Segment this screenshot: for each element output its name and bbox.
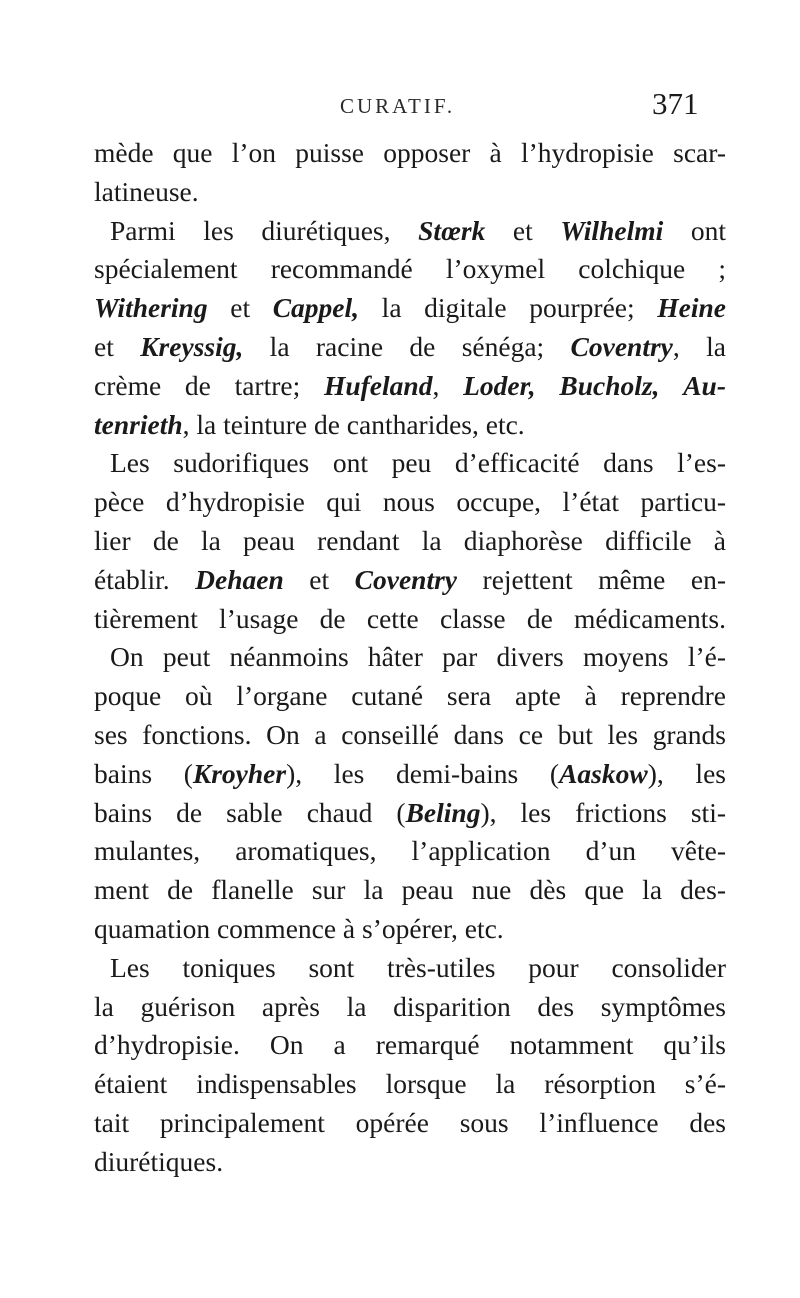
text-line <box>94 444 726 483</box>
italic-name: tenrieth <box>94 408 183 440</box>
text-line <box>94 638 726 677</box>
text-line <box>94 871 726 910</box>
text-line <box>94 755 726 794</box>
text-run: la racine de sénéga; <box>243 330 571 362</box>
text-line <box>94 561 726 600</box>
text-run: lier de la peau rendant la diaphorèse difficile à <box>94 524 726 556</box>
italic-name: Kroyher <box>192 757 287 789</box>
text-run: crème de tartre; <box>94 369 324 401</box>
text-run: ont <box>663 214 726 246</box>
text-line <box>94 173 726 212</box>
text-run: Les toniques sont très-utiles pour consolider <box>110 951 726 983</box>
text-line <box>94 1143 726 1182</box>
italic-name: Hufeland <box>323 369 433 401</box>
italic-name: Au- <box>683 369 727 401</box>
text-run: diurétiques. <box>94 1145 224 1177</box>
text-line <box>94 134 726 173</box>
italic-name: Heine <box>657 292 726 324</box>
text-run: mède que l’on puisse opposer à l’hydropisie scar- <box>94 137 726 168</box>
text-run: la digitale pourprée; <box>359 292 658 324</box>
text-run: bains ( <box>94 757 193 789</box>
text-line <box>94 250 726 289</box>
text-run: mulantes, aromatiques, l’application d’un vête- <box>94 835 726 867</box>
text-run: , la teinture de cantharides, etc. <box>182 408 525 440</box>
text-run: Les sudorifiques ont peu d’efficacité dans l’es- <box>110 447 726 479</box>
text-line <box>94 522 726 561</box>
text-run: la guérison après la disparition des symptômes <box>94 990 726 1022</box>
text-line <box>94 212 726 251</box>
text-run: ), les <box>647 757 726 789</box>
text-run: quamation commence à s’opérer, etc. <box>94 912 504 944</box>
text-line <box>94 1104 726 1143</box>
text-line <box>94 677 726 716</box>
text-run <box>659 370 683 401</box>
italic-name: Withering <box>94 292 208 324</box>
text-line <box>94 483 726 522</box>
italic-name: Kreyssig, <box>140 330 244 362</box>
text-line <box>94 367 726 406</box>
text-run: tait principalement opérée sous l’influence des <box>94 1106 726 1138</box>
text-run: pèce d’hydropisie qui nous occupe, l’état particu- <box>94 486 726 518</box>
text-run: et <box>485 214 561 246</box>
text-run: ), les demi-bains ( <box>286 757 560 789</box>
italic-name: Coventry <box>354 563 458 595</box>
running-head <box>0 86 800 122</box>
text-run: et <box>94 330 141 362</box>
text-line <box>94 949 726 988</box>
text-run: bains de sable chaud ( <box>94 796 406 828</box>
text-line <box>94 1065 726 1104</box>
text-run <box>536 370 560 401</box>
italic-name: Bucholz, <box>559 369 660 401</box>
text-line <box>94 794 726 833</box>
italic-name: Aaskow <box>559 757 648 789</box>
text-run: , <box>432 369 464 401</box>
text-line <box>94 600 726 639</box>
text-run: spécialement recommandé l’oxymel colchique ; <box>94 253 726 285</box>
text-run: rejettent même en- <box>457 563 726 595</box>
text-run: d’hydropisie. On a remarqué notamment qu’ils <box>94 1029 726 1061</box>
italic-name: Coventry <box>570 330 673 362</box>
italic-name: Wilhelmi <box>560 214 664 246</box>
text-run: , la <box>672 330 726 362</box>
text-run: Parmi les diurétiques, <box>110 214 419 246</box>
italic-name: Beling <box>405 796 481 828</box>
text-line <box>94 406 726 445</box>
text-run: latineuse. <box>94 175 199 207</box>
text-run: et <box>283 563 355 595</box>
text-line <box>94 988 726 1027</box>
text-line <box>94 910 726 949</box>
italic-name: Dehaen <box>195 563 284 595</box>
text-run: tièrement l’usage de cette classe de médicaments. <box>94 602 726 634</box>
text-run: ment de flanelle sur la peau nue dès que la des- <box>94 874 726 906</box>
italic-name: Cappel, <box>272 292 360 324</box>
text-line <box>94 832 726 871</box>
body-text <box>94 134 726 1182</box>
text-line <box>94 716 726 755</box>
page-number: 371 <box>652 86 699 121</box>
text-run: et <box>207 292 273 324</box>
text-run: établir. <box>94 563 196 595</box>
text-run: ses fonctions. On a conseillé dans ce but les grands <box>94 718 726 750</box>
text-line <box>94 328 726 367</box>
italic-name: Loder, <box>463 369 536 401</box>
italic-name: Stœrk <box>418 214 486 246</box>
text-run: On peut néanmoins hâter par divers moyens l’é- <box>110 641 726 673</box>
text-line <box>94 289 726 328</box>
running-title: CURATIF. <box>340 94 456 118</box>
text-line <box>94 1026 726 1065</box>
text-run: poque où l’organe cutané sera apte à reprendre <box>94 680 726 712</box>
text-run: étaient indispensables lorsque la résorption s’é- <box>94 1068 726 1100</box>
text-run: ), les frictions sti- <box>480 796 726 828</box>
